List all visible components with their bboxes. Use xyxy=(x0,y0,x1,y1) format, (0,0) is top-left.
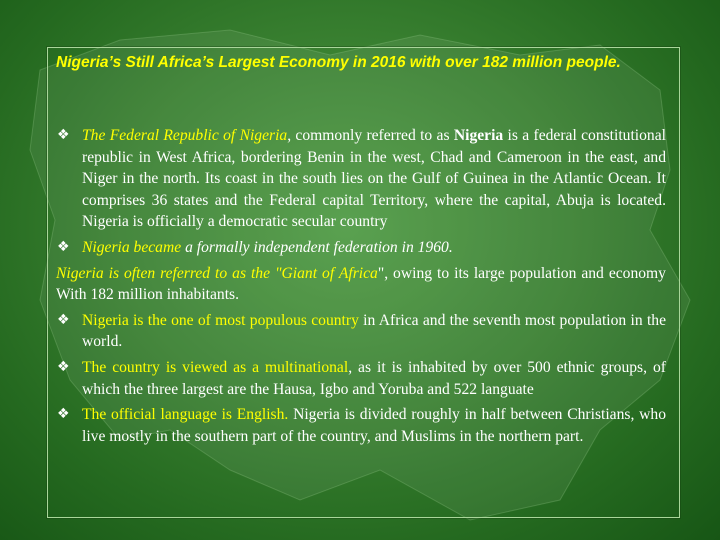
bullet-3-text: in Africa and the seventh most population in the world. xyxy=(82,311,666,351)
diamond-bullet-icon: ❖ xyxy=(57,238,70,255)
bullet-1-text-b: is a federal constitutional republic in West Africa, bordering Benin in the west, Chad and Cameroon in the east, and Niger in the north. Its coast in the south lies on the Gulf of Guinea in the Atlantic Ocean. It comprises 36 states and the Federal capital Territory, where the capital, Abuja is located. Nigeria is officially a democratic secular country xyxy=(82,127,666,231)
bullet-multinational xyxy=(56,357,666,400)
bullet-2-text: a formally independent federation in 1960. xyxy=(181,238,453,256)
bullet-independence xyxy=(56,237,666,259)
bullet-5-text: Nigeria is divided roughly in half between Christians, who live mostly in the southern part of the country, and Muslims in the northern part. xyxy=(82,406,666,445)
paragraph-text: ", owing to its large population and economy With 182 million inhabitants. xyxy=(56,264,666,304)
paragraph-giant-of-africa xyxy=(56,263,666,306)
paragraph-lead: Nigeria is often referred to as the "Giant of Africa xyxy=(56,264,378,282)
bullet-4-text: , as it is inhabited by over 500 ethnic groups, of which the three largest are the Hausa, Igbo and Yoruba and 522 languate xyxy=(82,358,666,398)
bullet-language xyxy=(56,404,666,447)
bullet-1-bold: Nigeria xyxy=(453,127,504,144)
diamond-bullet-icon: ❖ xyxy=(57,311,70,328)
bullet-2-lead: Nigeria became xyxy=(82,238,182,256)
diamond-bullet-icon: ❖ xyxy=(57,406,70,423)
slide-title: Nigeria’s Still Africa’s Largest Economy in 2016 with over 182 million people. xyxy=(56,54,621,71)
bullet-population xyxy=(56,310,666,353)
bullet-federal-republic xyxy=(56,125,666,233)
bullet-5-lead: The official language is English. xyxy=(82,406,289,424)
bullet-1-text-a: , commonly referred to as xyxy=(287,127,454,144)
bullet-3-lead: Nigeria is the one of most populous country xyxy=(82,311,359,329)
bullet-1-lead: The Federal Republic of Nigeria xyxy=(82,127,288,144)
bullet-4-lead: The country is viewed as a multinational xyxy=(82,358,349,376)
slide-body xyxy=(56,125,666,447)
diamond-bullet-icon: ❖ xyxy=(57,358,70,375)
diamond-bullet-icon: ❖ xyxy=(57,127,70,143)
